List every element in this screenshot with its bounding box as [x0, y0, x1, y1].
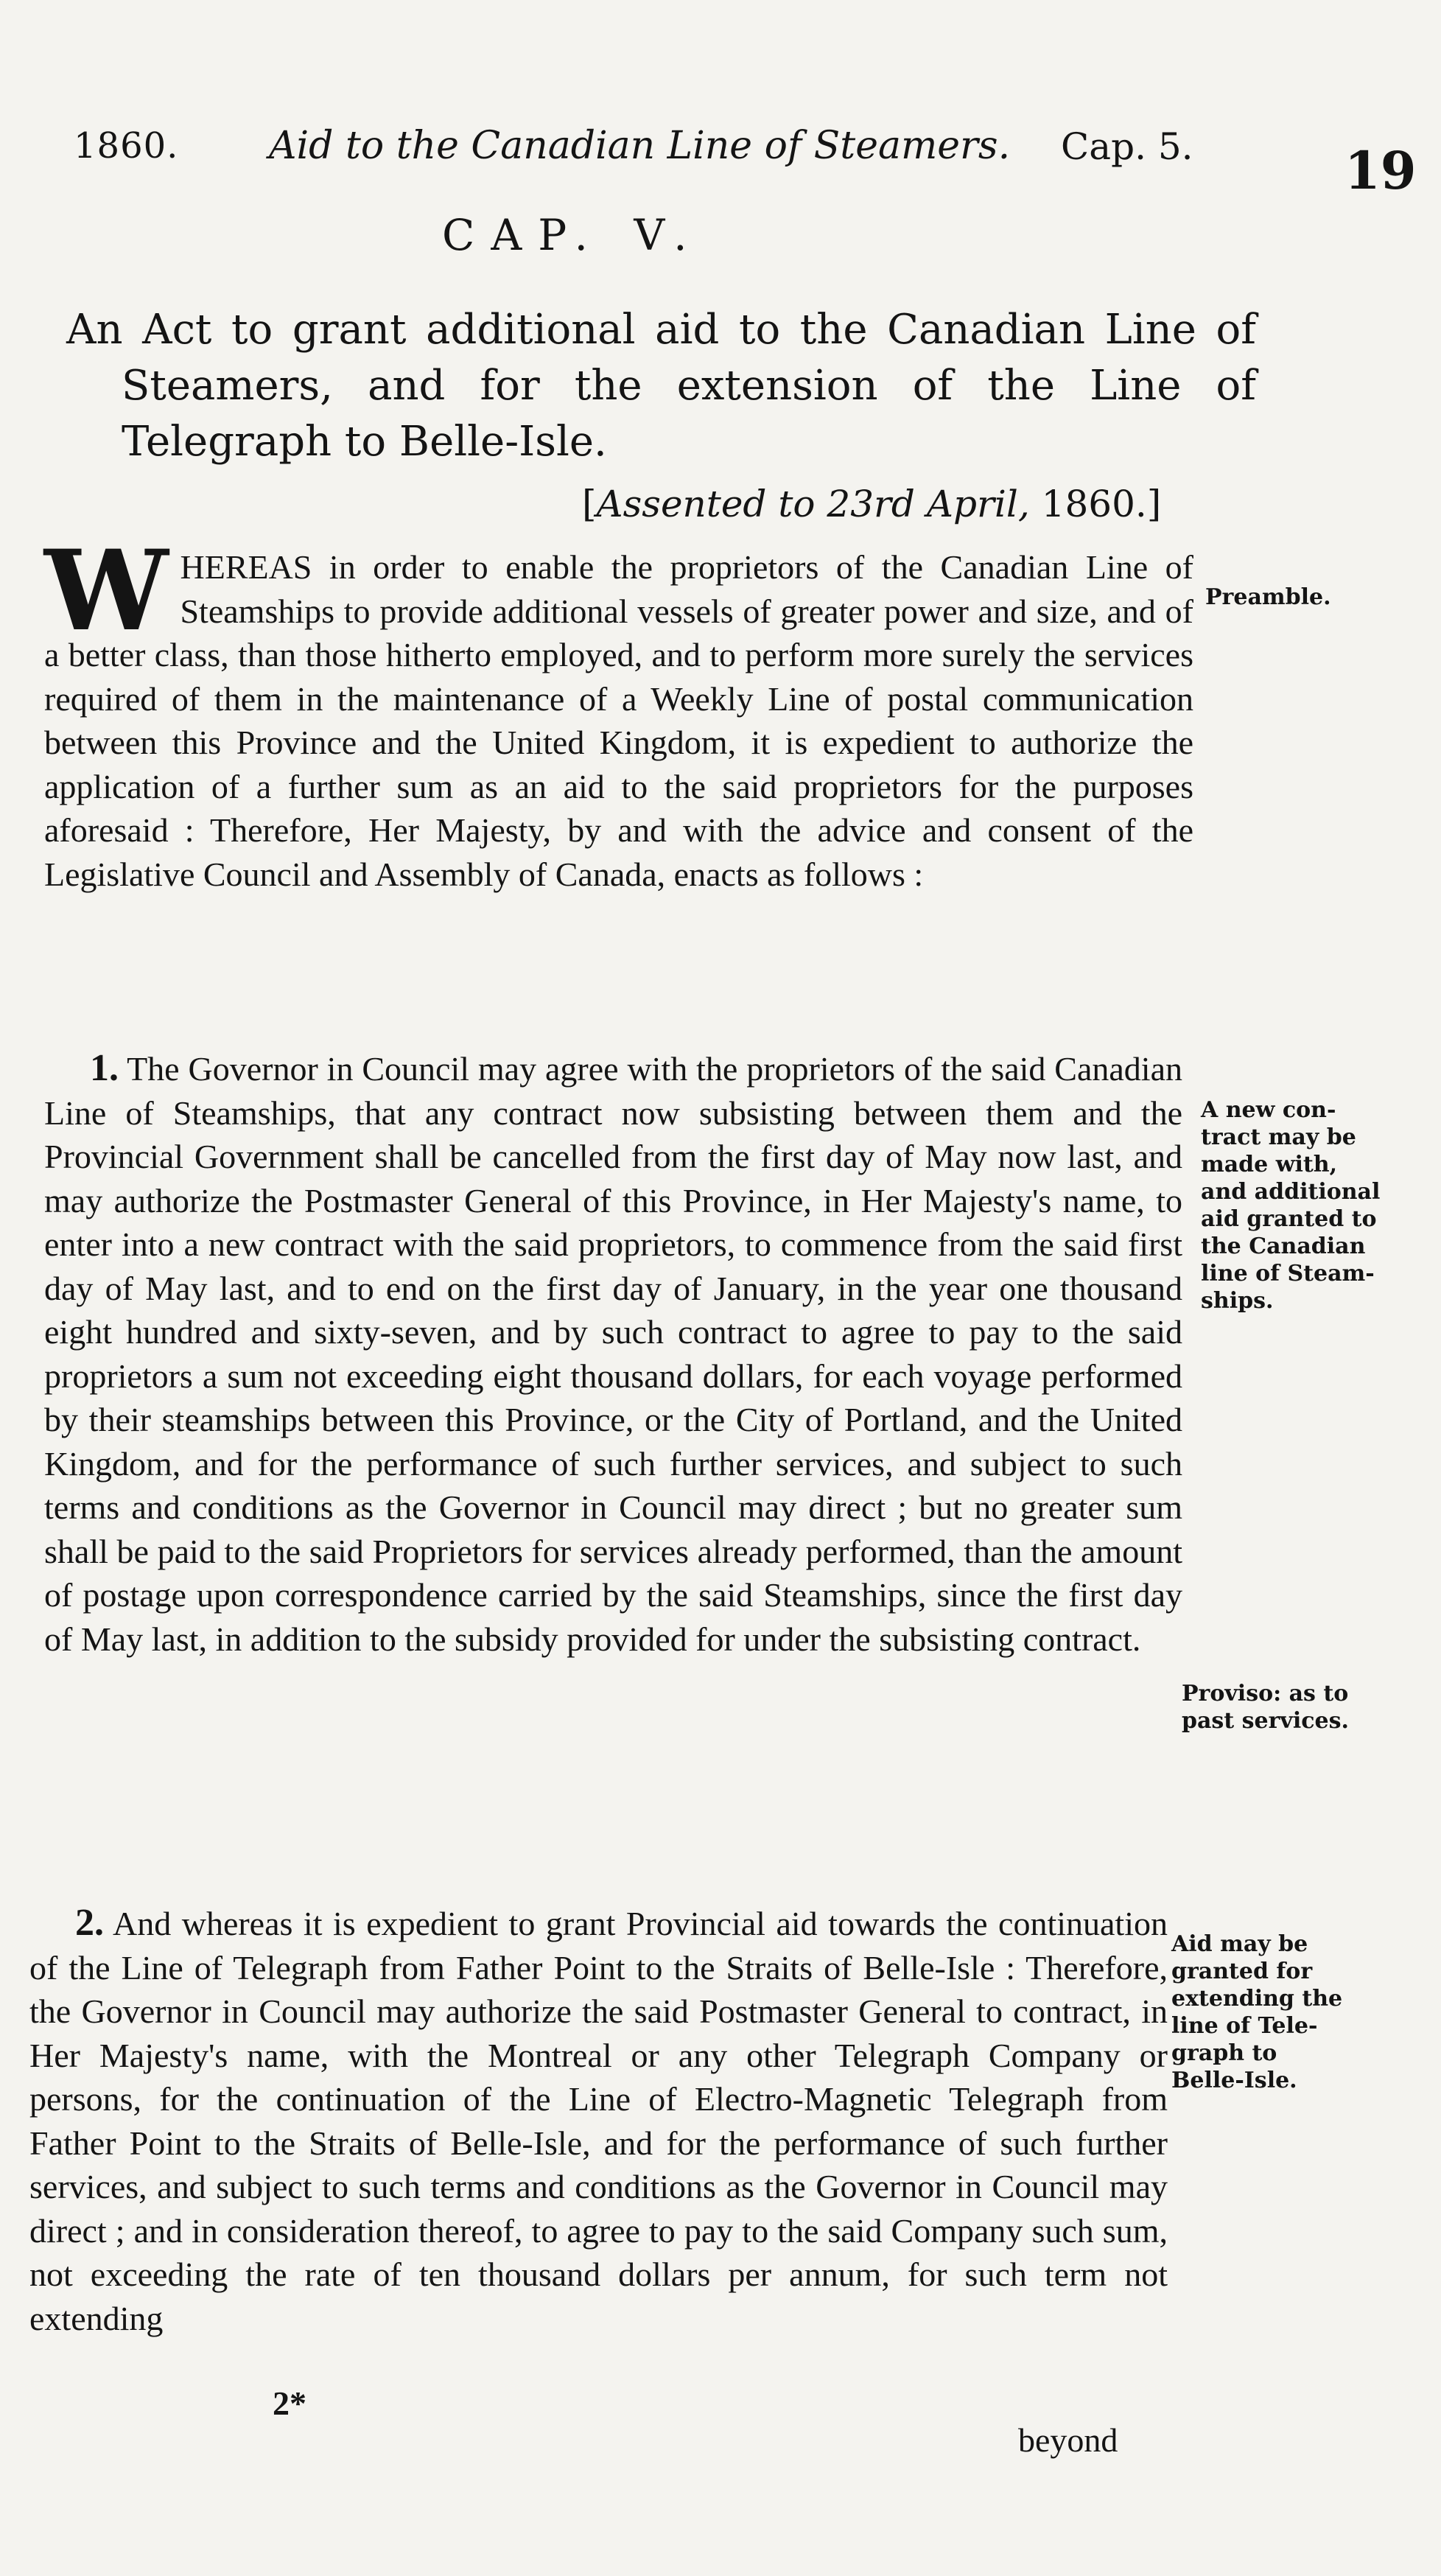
section-2: [29, 1901, 1168, 2340]
section-1: [44, 1046, 1182, 1661]
assent-date: [582, 483, 1161, 525]
margin-note-preamble: Preamble.: [1205, 584, 1331, 610]
assent-open-bracket: [: [582, 483, 597, 525]
margin-note-section-1: A new con- tract may be made with, and additional aid granted to the Canadian line of Steam- ships.: [1201, 1097, 1381, 1314]
section-text: And whereas it is expedient to grant Provincial aid towards the continuation of the Line of Telegraph from Father Point to the Straits of Belle-Isle : Therefore, the Governor in Council may authorize the said Postmaster General to contract, in Her Majesty's name, with the Montreal or any other Telegraph Company or persons, for the continuation of the Line of Electro-Magnetic Telegraph from Father Point to the Straits of Belle-Isle, and for the performance of such further services, and subject to such terms and conditions as the Governor in Council may direct ; and in consideration thereof, to agree to pay to the said Company such sum, not exceeding the rate of ten thousand dollars per annum, for such term not extending: [29, 1905, 1168, 2337]
running-head-title: Aid to the Canadian Line of Steamers.: [269, 124, 1011, 168]
chapter-heading: CAP. V.: [442, 210, 704, 260]
assent-year: 1860.]: [1029, 483, 1162, 525]
preamble-text: HEREAS in order to enable the proprietors of the Canadian Line of Steamships to provide additional vessels of greater power and size, and of a better class, than those hitherto employed, and to perform more surely the services required of them in the maintenance of a Weekly Line of postal communication between this Province and the United Kingdom, it is expedient to authorize the application of a further sum as an aid to the said proprietors for the purposes aforesaid : Therefore, Her Majesty, by and with the advice and consent of the Legislative Council and Assembly of Canada, enacts as follows :: [44, 548, 1193, 893]
preamble-paragraph: [44, 526, 1193, 896]
drop-cap: W: [44, 526, 169, 656]
section-number: 2.: [75, 1902, 104, 1944]
running-head-chapter: Cap. 5.: [1061, 125, 1193, 168]
running-head-year: 1860.: [74, 125, 179, 167]
signature-mark: 2*: [273, 2384, 306, 2422]
assent-text: Assented to 23rd April,: [596, 483, 1030, 525]
section-number: 1.: [90, 1047, 119, 1089]
margin-note-section-2: Aid may be granted for extending the line of Tele- graph to Belle-Isle.: [1171, 1931, 1343, 2093]
catchword: beyond: [1018, 2421, 1118, 2459]
act-title: An Act to grant additional aid to the Canadian Line of Steamers, and for the extension of the Line of Telegraph to Belle-Isle.: [66, 306, 1256, 466]
section-text: The Governor in Council may agree with the proprietors of the said Canadian Line of Steamships, that any contract now subsisting between them and the Provincial Government shall be cancelled from the first day of May now last, and may authorize the Postmaster General of this Province, in Her Majesty's name, to enter into a new contract with the said proprietors, to commence from the said first day of May last, and to end on the first day of January, in the year one thousand eight hundred and sixty-seven, and by such contract to agree to pay to the said proprietors a sum not exceeding eight thousand dollars, for each voyage performed by their steamships between this Province, or the City of Portland, and the United Kingdom, and for the performance of such further services, and subject to such terms and conditions as the Governor in Council may direct ; but no greater sum shall be paid to the said Proprietors for services already performed, than the amount of postage upon correspondence carried by the said Steamships, since the first day of May last, in addition to the subsidy provided for under the subsisting contract.: [44, 1050, 1183, 1658]
margin-note-proviso: Proviso: as to past services.: [1182, 1681, 1349, 1734]
page-number: 19: [1344, 140, 1417, 201]
